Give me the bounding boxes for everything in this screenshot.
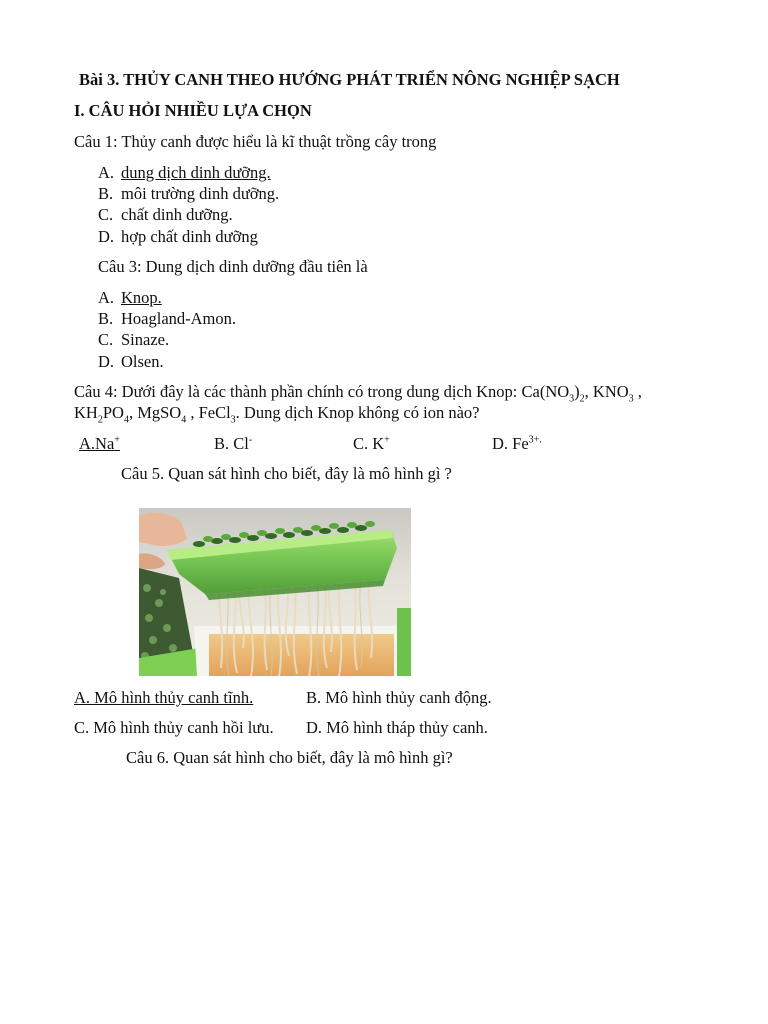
q4-label: Câu 4: xyxy=(74,382,118,401)
q6-label: Câu 6. xyxy=(126,748,170,767)
q5-option-a: A. Mô hình thủy canh tĩnh. xyxy=(74,688,254,707)
q5-option-d: D. Mô hình tháp thủy canh. xyxy=(306,718,488,737)
q3-option-b: B. Hoagland-Amon. xyxy=(98,309,237,328)
question-1-text: Câu 1: Thủy canh được hiểu là kĩ thuật trồng cây trong xyxy=(74,132,437,151)
q4-option-d: D. $Fe^{3+.}$ xyxy=(492,434,542,453)
question-4-line-1: Câu 4: Dưới đây là các thành phần chính có trong dung dịch Knop: $Ca(NO_3)_2$, $KNO_3$ , xyxy=(74,382,642,405)
lesson-title: Bài 3. THỦY CANH THEO HƯỚNG PHÁT TRIỂN NÔNG NGHIỆP SẠCH xyxy=(79,70,620,89)
q4-option-a: A.Na+ xyxy=(79,434,120,453)
q4-option-c: C. K+ xyxy=(353,434,390,453)
q5-option-b: B. Mô hình thủy canh động. xyxy=(306,688,492,707)
section-title: I. CÂU HỎI NHIỀU LỰA CHỌN xyxy=(74,101,312,120)
q1-option-a: A. dung dịch dinh dưỡng. xyxy=(98,163,271,182)
q1-option-b: B. môi trường dinh dưỡng. xyxy=(98,184,280,203)
q1-option-c: C. chất dinh dưỡng. xyxy=(98,205,233,224)
q5-option-c: C. Mô hình thủy canh hồi lưu. xyxy=(74,718,274,737)
q3-correct-answer: Knop. xyxy=(121,288,162,307)
hydroponic-tray-photo xyxy=(139,508,411,676)
q1-option-d: D. hợp chất dinh dưỡng xyxy=(98,227,258,246)
question-3-text: Câu 3: Dung dịch dinh dưỡng đầu tiên là xyxy=(98,257,368,276)
q3-option-a: A. Knop. xyxy=(98,288,162,307)
q4-option-b: B. Cl- xyxy=(214,434,253,453)
q1-correct-answer: dung dịch dinh dưỡng. xyxy=(121,163,271,182)
q3-option-c: C. Sinaze. xyxy=(98,330,170,349)
question-4-line-2: $KH_2PO_4$, MgSO$_4$ , FeCl$_3$. Dung dịch Knop không có ion nào? xyxy=(74,403,480,426)
q3-option-d: D. Olsen. xyxy=(98,352,164,371)
question-6-text: Câu 6. Quan sát hình cho biết, đây là mô hình gì? xyxy=(126,748,453,767)
question-5-text: Câu 5. Quan sát hình cho biết, đây là mô hình gì ? xyxy=(121,464,452,483)
